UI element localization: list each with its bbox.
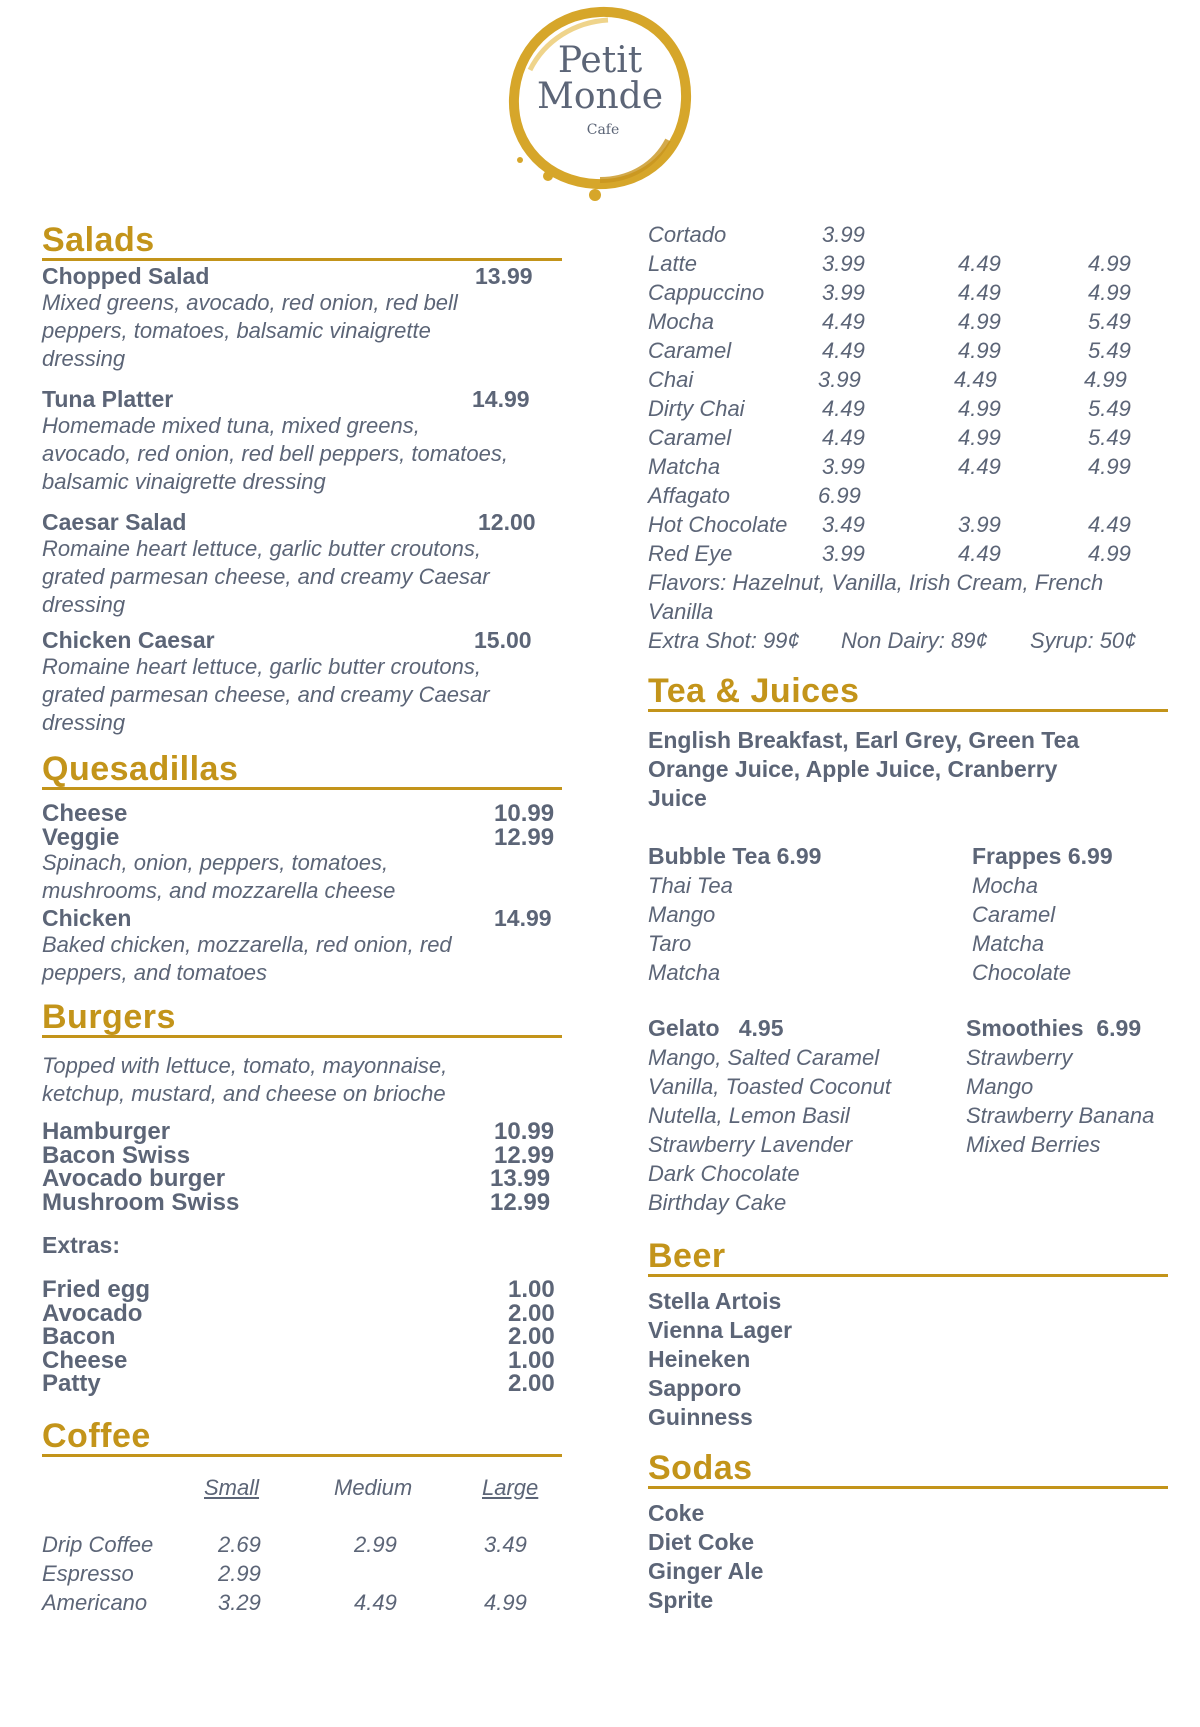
syrup-price: Syrup: 50¢ (1030, 628, 1137, 653)
size-large: Large (482, 1474, 539, 1500)
frappe-item: Mocha (972, 873, 1039, 898)
price-medium: 4.49 (958, 454, 1001, 479)
item-name: Chopped Salad (42, 263, 210, 289)
burgers-desc-line: ketchup, mustard, and cheese on brioche (42, 1081, 446, 1106)
item-desc: Romaine heart lettuce, garlic butter croutons, (42, 536, 482, 561)
tea-line: English Breakfast, Earl Grey, Green Tea (648, 727, 1080, 753)
item-price: 2.00 (508, 1323, 555, 1350)
item-name: Cheese (42, 1346, 128, 1374)
extras-list (42, 1278, 562, 1396)
item-desc: Homemade mixed tuna, mixed greens, (42, 413, 420, 438)
price-medium: 4.99 (958, 396, 1001, 421)
price-small: 2.69 (218, 1531, 261, 1557)
price-large: 3.49 (484, 1531, 527, 1557)
coffee-row (42, 1588, 562, 1617)
beer-list (648, 1287, 1168, 1432)
burgers-desc-line: Topped with lettuce, tomato, mayonnaise, (42, 1053, 448, 1078)
coffee-row (648, 336, 1168, 365)
item-price: 12.99 (490, 1188, 551, 1216)
frappe-item: Matcha (972, 931, 1045, 956)
item-name: Chicken (42, 905, 132, 931)
burger-list (42, 1120, 562, 1214)
menu-item (42, 905, 562, 987)
soda-item: Ginger Ale (648, 1558, 764, 1584)
price-medium: 4.99 (958, 309, 1001, 334)
price-small: 4.49 (822, 338, 865, 363)
menu-item (42, 509, 562, 619)
size-small: Small (204, 1474, 260, 1500)
coffee-name: Hot Chocolate (648, 512, 788, 537)
coffee-row (648, 307, 1168, 336)
coffee-name: Dirty Chai (648, 396, 745, 421)
item-name: Veggie (42, 823, 120, 851)
extras-label-text: Extras: (42, 1232, 120, 1258)
coffee-row (648, 394, 1168, 423)
coffee-row (648, 220, 1168, 249)
coffee-row (648, 249, 1168, 278)
price-medium: 4.49 (958, 251, 1001, 276)
coffee-row (648, 423, 1168, 452)
price-large: 5.49 (1088, 338, 1131, 363)
menu-item (42, 1141, 562, 1169)
beer-item: Guinness (648, 1404, 753, 1430)
extra-item (42, 1372, 562, 1396)
beer-item: Heineken (648, 1346, 751, 1372)
coffee-row (648, 510, 1168, 539)
flavors-line: Vanilla (648, 599, 714, 624)
logo-ring-graphic (490, 0, 710, 205)
bubble-tea-item: Matcha (648, 960, 721, 985)
item-price: 12.00 (478, 509, 536, 535)
gelato-item: Strawberry Lavender (648, 1132, 853, 1157)
coffee-size-header (42, 1473, 562, 1502)
price-large: 5.49 (1088, 425, 1131, 450)
price-medium: 2.99 (354, 1531, 397, 1557)
burgers-section (42, 999, 562, 1396)
item-name: Bacon (42, 1323, 116, 1350)
extra-item (42, 1346, 562, 1374)
menu-item (42, 802, 562, 826)
extra-shot-price: Extra Shot: 99¢ (648, 628, 800, 653)
bubble-tea-item: Thai Tea (648, 873, 733, 898)
frappes-list (972, 842, 1113, 987)
price-large: 4.99 (1088, 454, 1131, 479)
burgers-title: Burgers (42, 999, 562, 1038)
menu-item (42, 1188, 562, 1216)
item-desc: Mixed greens, avocado, red onion, red bell (42, 290, 458, 315)
item-desc: peppers, and tomatoes (42, 960, 268, 985)
smoothie-item: Mixed Berries (966, 1132, 1101, 1157)
item-price: 1.00 (508, 1276, 555, 1303)
price-medium: 4.99 (958, 338, 1001, 363)
price-medium: 4.49 (958, 541, 1001, 566)
coffee-name: Cappuccino (648, 280, 765, 305)
extra-item (42, 1278, 562, 1302)
price-large: 4.99 (484, 1589, 527, 1615)
menu-item (42, 1167, 562, 1191)
price-small: 3.99 (818, 367, 861, 392)
price-small: 3.29 (218, 1589, 261, 1615)
price-small: 3.99 (822, 541, 865, 566)
bubble-frappe-block (648, 842, 1168, 990)
price-large: 5.49 (1088, 396, 1131, 421)
bubble-tea-item: Taro (648, 931, 692, 956)
price-medium: 4.49 (954, 367, 997, 392)
burgers-desc (42, 1052, 562, 1108)
logo-line-2: Monde (536, 76, 664, 117)
item-price: 2.00 (508, 1370, 555, 1397)
gelato-item: Vanilla, Toasted Coconut (648, 1074, 891, 1099)
coffee-name: Latte (648, 251, 697, 276)
item-name: Mushroom Swiss (42, 1188, 240, 1216)
item-name: Avocado (42, 1299, 143, 1327)
beer-section (648, 1238, 1168, 1432)
coffee-list-right (648, 220, 1168, 655)
menu-item (42, 823, 562, 906)
sodas-section (648, 1450, 1168, 1615)
price-large: 4.99 (1088, 541, 1131, 566)
price-large: 4.99 (1088, 251, 1131, 276)
item-name: Avocado burger (42, 1165, 226, 1192)
price-small: 3.99 (822, 280, 865, 305)
price-small: 3.99 (822, 251, 865, 276)
beer-item: Stella Artois (648, 1288, 782, 1314)
soda-item: Sprite (648, 1587, 714, 1613)
price-small: 6.99 (818, 483, 861, 508)
item-price: 1.00 (508, 1346, 555, 1374)
item-name: Bacon Swiss (42, 1141, 191, 1169)
coffee-row (648, 365, 1168, 394)
item-desc: grated parmesan cheese, and creamy Caesar (42, 682, 490, 707)
item-desc: mushrooms, and mozzarella cheese (42, 878, 396, 903)
menu-item (42, 386, 562, 496)
coffee-row (648, 452, 1168, 481)
price-small: 4.49 (822, 396, 865, 421)
quesadillas-section (42, 751, 562, 987)
frappes-title: Frappes 6.99 (972, 843, 1113, 869)
tea-title: Tea & Juices (648, 673, 1168, 712)
smoothie-item: Strawberry (966, 1045, 1073, 1070)
item-name: Caesar Salad (42, 509, 187, 535)
item-price: 12.99 (494, 823, 555, 851)
price-medium: 4.49 (958, 280, 1001, 305)
item-price: 14.99 (472, 386, 530, 412)
item-price: 13.99 (475, 263, 533, 289)
item-price: 12.99 (494, 1141, 555, 1169)
logo-line-3: Cafe (586, 122, 620, 138)
tea-section (648, 673, 1168, 1220)
price-small: 3.99 (822, 454, 865, 479)
coffee-name: Mocha (648, 309, 715, 334)
item-desc: grated parmesan cheese, and creamy Caesar (42, 564, 490, 589)
tea-list (648, 726, 1168, 813)
item-name: Patty (42, 1370, 101, 1397)
item-price: 15.00 (474, 627, 532, 653)
item-desc: Romaine heart lettuce, garlic butter croutons, (42, 654, 482, 679)
sodas-list (648, 1499, 1168, 1615)
coffee-row (648, 278, 1168, 307)
flavors-line: Flavors: Hazelnut, Vanilla, Irish Cream, French (648, 570, 1104, 595)
tea-line: Orange Juice, Apple Juice, Cranberry (648, 756, 1058, 782)
coffee-name: Cortado (648, 222, 727, 247)
soda-item: Diet Coke (648, 1529, 755, 1555)
item-price: 14.99 (494, 905, 552, 931)
left-column (42, 222, 562, 1617)
item-price: 13.99 (490, 1165, 551, 1192)
coffee-row (42, 1559, 562, 1588)
price-large: 5.49 (1088, 309, 1131, 334)
gelato-title: Gelato 4.95 (648, 1015, 784, 1041)
quesadillas-title: Quesadillas (42, 751, 562, 790)
item-desc: avocado, red onion, red bell peppers, tomatoes, (42, 441, 508, 466)
item-desc: dressing (42, 592, 126, 617)
gelato-smoothie-block (648, 1014, 1168, 1220)
item-name: Hamburger (42, 1118, 171, 1145)
coffee-name: Matcha (648, 454, 721, 479)
price-small: 2.99 (218, 1560, 261, 1586)
frappe-item: Caramel (972, 902, 1056, 927)
menu-item (42, 263, 562, 373)
gelato-item: Nutella, Lemon Basil (648, 1103, 850, 1128)
coffee-name: Caramel (648, 338, 732, 363)
item-name: Chicken Caesar (42, 627, 215, 653)
item-desc: dressing (42, 346, 126, 371)
smoothie-item: Strawberry Banana (966, 1103, 1155, 1128)
item-name: Fried egg (42, 1276, 151, 1303)
gelato-item: Dark Chocolate (648, 1161, 800, 1186)
soda-item: Coke (648, 1500, 705, 1526)
salads-section (42, 222, 562, 737)
price-large: 4.99 (1088, 280, 1131, 305)
price-large: 4.49 (1088, 512, 1131, 537)
salads-title: Salads (42, 222, 562, 261)
price-medium: 4.99 (958, 425, 1001, 450)
smoothies-list (966, 1014, 1154, 1159)
coffee-row (42, 1530, 562, 1559)
frappe-item: Chocolate (972, 960, 1072, 985)
beer-item: Vienna Lager (648, 1317, 793, 1343)
cafe-logo (490, 0, 710, 205)
bubble-tea-item: Mango (648, 902, 716, 927)
price-small: 4.49 (822, 425, 865, 450)
beer-title: Beer (648, 1238, 1168, 1277)
menu-item (42, 627, 562, 737)
extra-item (42, 1325, 562, 1349)
sodas-title: Sodas (648, 1450, 1168, 1489)
coffee-list-left (42, 1530, 562, 1617)
coffee-name: Chai (648, 367, 694, 392)
price-small: 3.99 (822, 222, 865, 247)
size-medium: Medium (334, 1474, 413, 1500)
price-medium: 3.99 (958, 512, 1001, 537)
gelato-item: Birthday Cake (648, 1190, 787, 1215)
item-price: 10.99 (494, 1118, 555, 1145)
item-desc: balsamic vinaigrette dressing (42, 469, 326, 494)
coffee-section (42, 1418, 562, 1617)
price-medium: 4.49 (354, 1589, 397, 1615)
coffee-name: Caramel (648, 425, 732, 450)
smoothies-title: Smoothies 6.99 (966, 1015, 1142, 1041)
coffee-name: Americano (42, 1589, 148, 1615)
extra-item (42, 1299, 562, 1327)
logo-line-1: Petit (557, 40, 643, 81)
coffee-name: Drip Coffee (42, 1531, 154, 1557)
coffee-row (648, 539, 1168, 568)
item-desc: Spinach, onion, peppers, tomatoes, (42, 850, 389, 875)
gelato-item: Mango, Salted Caramel (648, 1045, 880, 1070)
smoothie-item: Mango (966, 1074, 1034, 1099)
coffee-name: Affagato (648, 483, 730, 508)
bubble-tea-title: Bubble Tea 6.99 (648, 843, 822, 869)
price-small: 3.49 (822, 512, 865, 537)
coffee-addons (648, 626, 1168, 655)
non-dairy-price: Non Dairy: 89¢ (841, 628, 988, 653)
coffee-row (648, 481, 1168, 510)
menu-item (42, 1120, 562, 1144)
item-name: Cheese (42, 800, 128, 827)
gelato-list (648, 1014, 891, 1217)
coffee-name: Red Eye (648, 541, 733, 566)
extras-label (42, 1232, 562, 1258)
tea-line: Juice (648, 785, 707, 811)
price-large: 4.99 (1084, 367, 1127, 392)
coffee-title: Coffee (42, 1418, 562, 1457)
beer-item: Sapporo (648, 1375, 742, 1401)
item-desc: peppers, tomatoes, balsamic vinaigrette (42, 318, 431, 343)
price-small: 4.49 (822, 309, 865, 334)
item-price: 10.99 (494, 800, 555, 827)
item-name: Tuna Platter (42, 386, 174, 412)
bubble-tea-list (648, 842, 821, 987)
right-column (648, 220, 1168, 1615)
item-desc: Baked chicken, mozzarella, red onion, red (42, 932, 452, 957)
coffee-name: Espresso (42, 1560, 134, 1586)
item-desc: dressing (42, 710, 126, 735)
item-price: 2.00 (508, 1299, 555, 1327)
